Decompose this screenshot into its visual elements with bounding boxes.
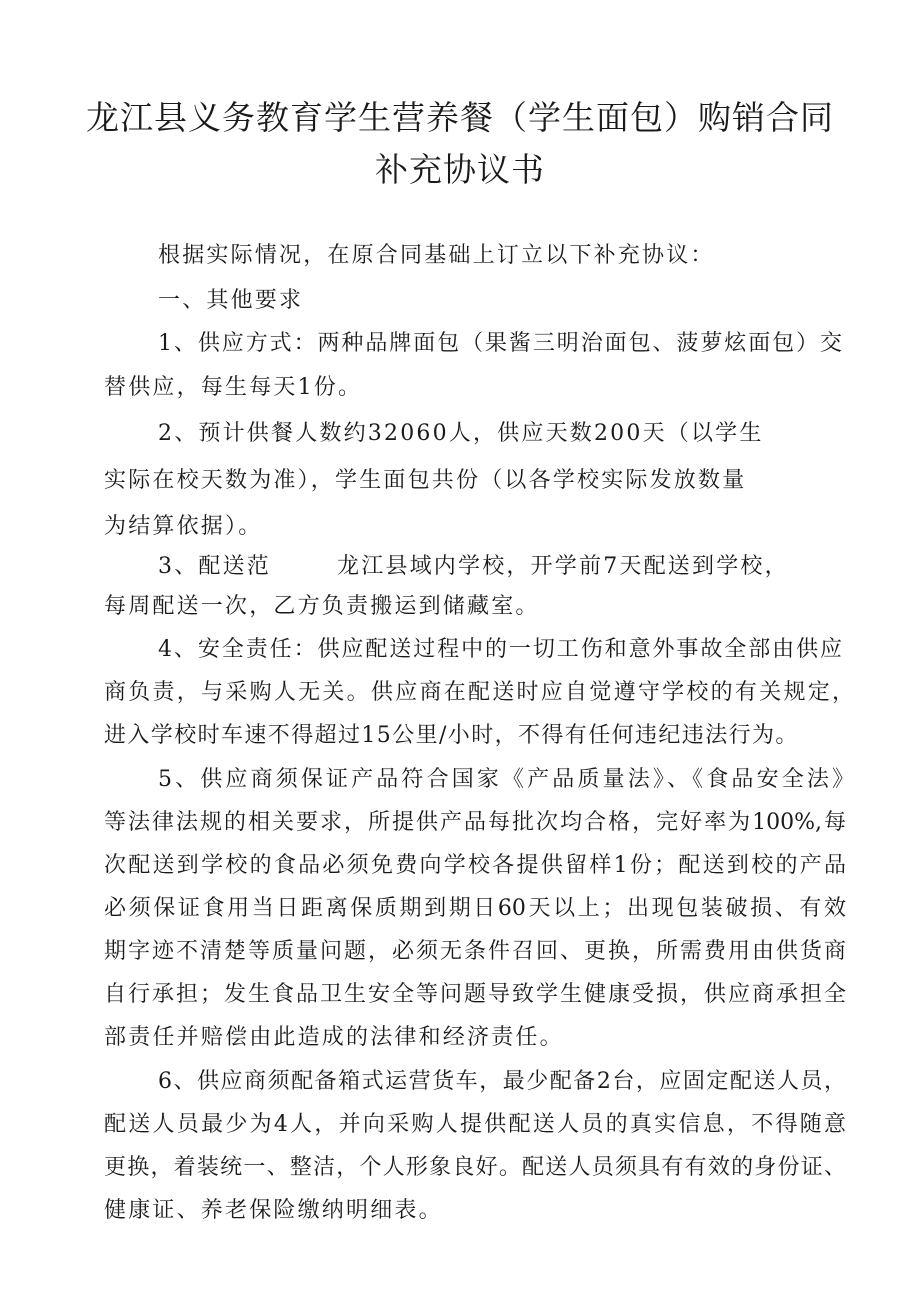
item-5-line: 自行承担；发生食品卫生安全等问题导致学生健康受损，供应商承担全 — [104, 982, 846, 1007]
item-5-line: 必须保证食用当日距离保质期到期日60天以上；出现包装破损、有效 — [104, 896, 846, 921]
item-4-line: 4、安全责任：供应配送过程中的一切工伤和意外事故全部由供应 — [158, 637, 842, 662]
item-5-line: 等法律法规的相关要求，所提供产品每批次均合格，完好率为100%,每 — [104, 810, 846, 835]
item-6-line: 6、供应商须配备箱式运营货车，最少配备2台，应固定配送人员， — [158, 1069, 846, 1094]
item-1-line: 替供应，每生每天1份。 — [104, 375, 363, 400]
item-5-line: 部责任并赔偿由此造成的法律和经济责任。 — [104, 1025, 564, 1050]
item-5-line: 次配送到学校的食品必须免费向学校各提供留样1份；配送到校的产品 — [104, 853, 846, 878]
item-3-line: 每周配送一次，乙方负责搬运到储藏室。 — [104, 594, 540, 619]
item-3-line: 3、配送范 — [158, 554, 271, 579]
section-heading: 一、其他要求 — [158, 288, 304, 313]
item-5-line: 5、供应商须保证产品符合国家《产品质量法》、《食品安全法》 — [158, 767, 854, 792]
item-5-line: 期字迹不清楚等质量问题，必须无条件召回、更换，所需费用由供货商 — [104, 939, 846, 964]
item-3-line: 龙江县域内学校，开学前7天配送到学校， — [337, 554, 789, 579]
item-4-line: 进入学校时车速不得超过15公里/小时，不得有任何违纪违法行为。 — [104, 723, 799, 748]
intro-paragraph: 根据实际情况，在原合同基础上订立以下补充协议： — [158, 243, 715, 268]
item-2-line: 2、预计供餐人数约32060人，供应天数200天（以学生 — [158, 421, 764, 446]
item-6-line: 健康证、养老保险缴纳明细表。 — [104, 1198, 443, 1223]
item-6-line: 配送人员最少为4人，并向采购人提供配送人员的真实信息，不得随意 — [104, 1112, 846, 1137]
page-title-line-1: 龙江县义务教育学生营养餐（学生面包）购销合同 — [86, 98, 834, 137]
item-2-line: 实际在校天数为准），学生面包共份（以各学校实际发放数量 — [104, 468, 747, 493]
item-1-line: 1、供应方式：两种品牌面包（果酱三明治面包、菠萝炫面包）交 — [158, 331, 842, 356]
page-title-line-2: 补充协议书 — [375, 150, 545, 189]
item-4-line: 商负责，与采购人无关。供应商在配送时应自觉遵守学校的有关规定， — [104, 680, 854, 705]
item-6-line: 更换，着装统一、整洁，个人形象良好。配送人员须具有有效的身份证、 — [104, 1155, 846, 1180]
item-2-line: 为结算依据）。 — [104, 514, 263, 539]
